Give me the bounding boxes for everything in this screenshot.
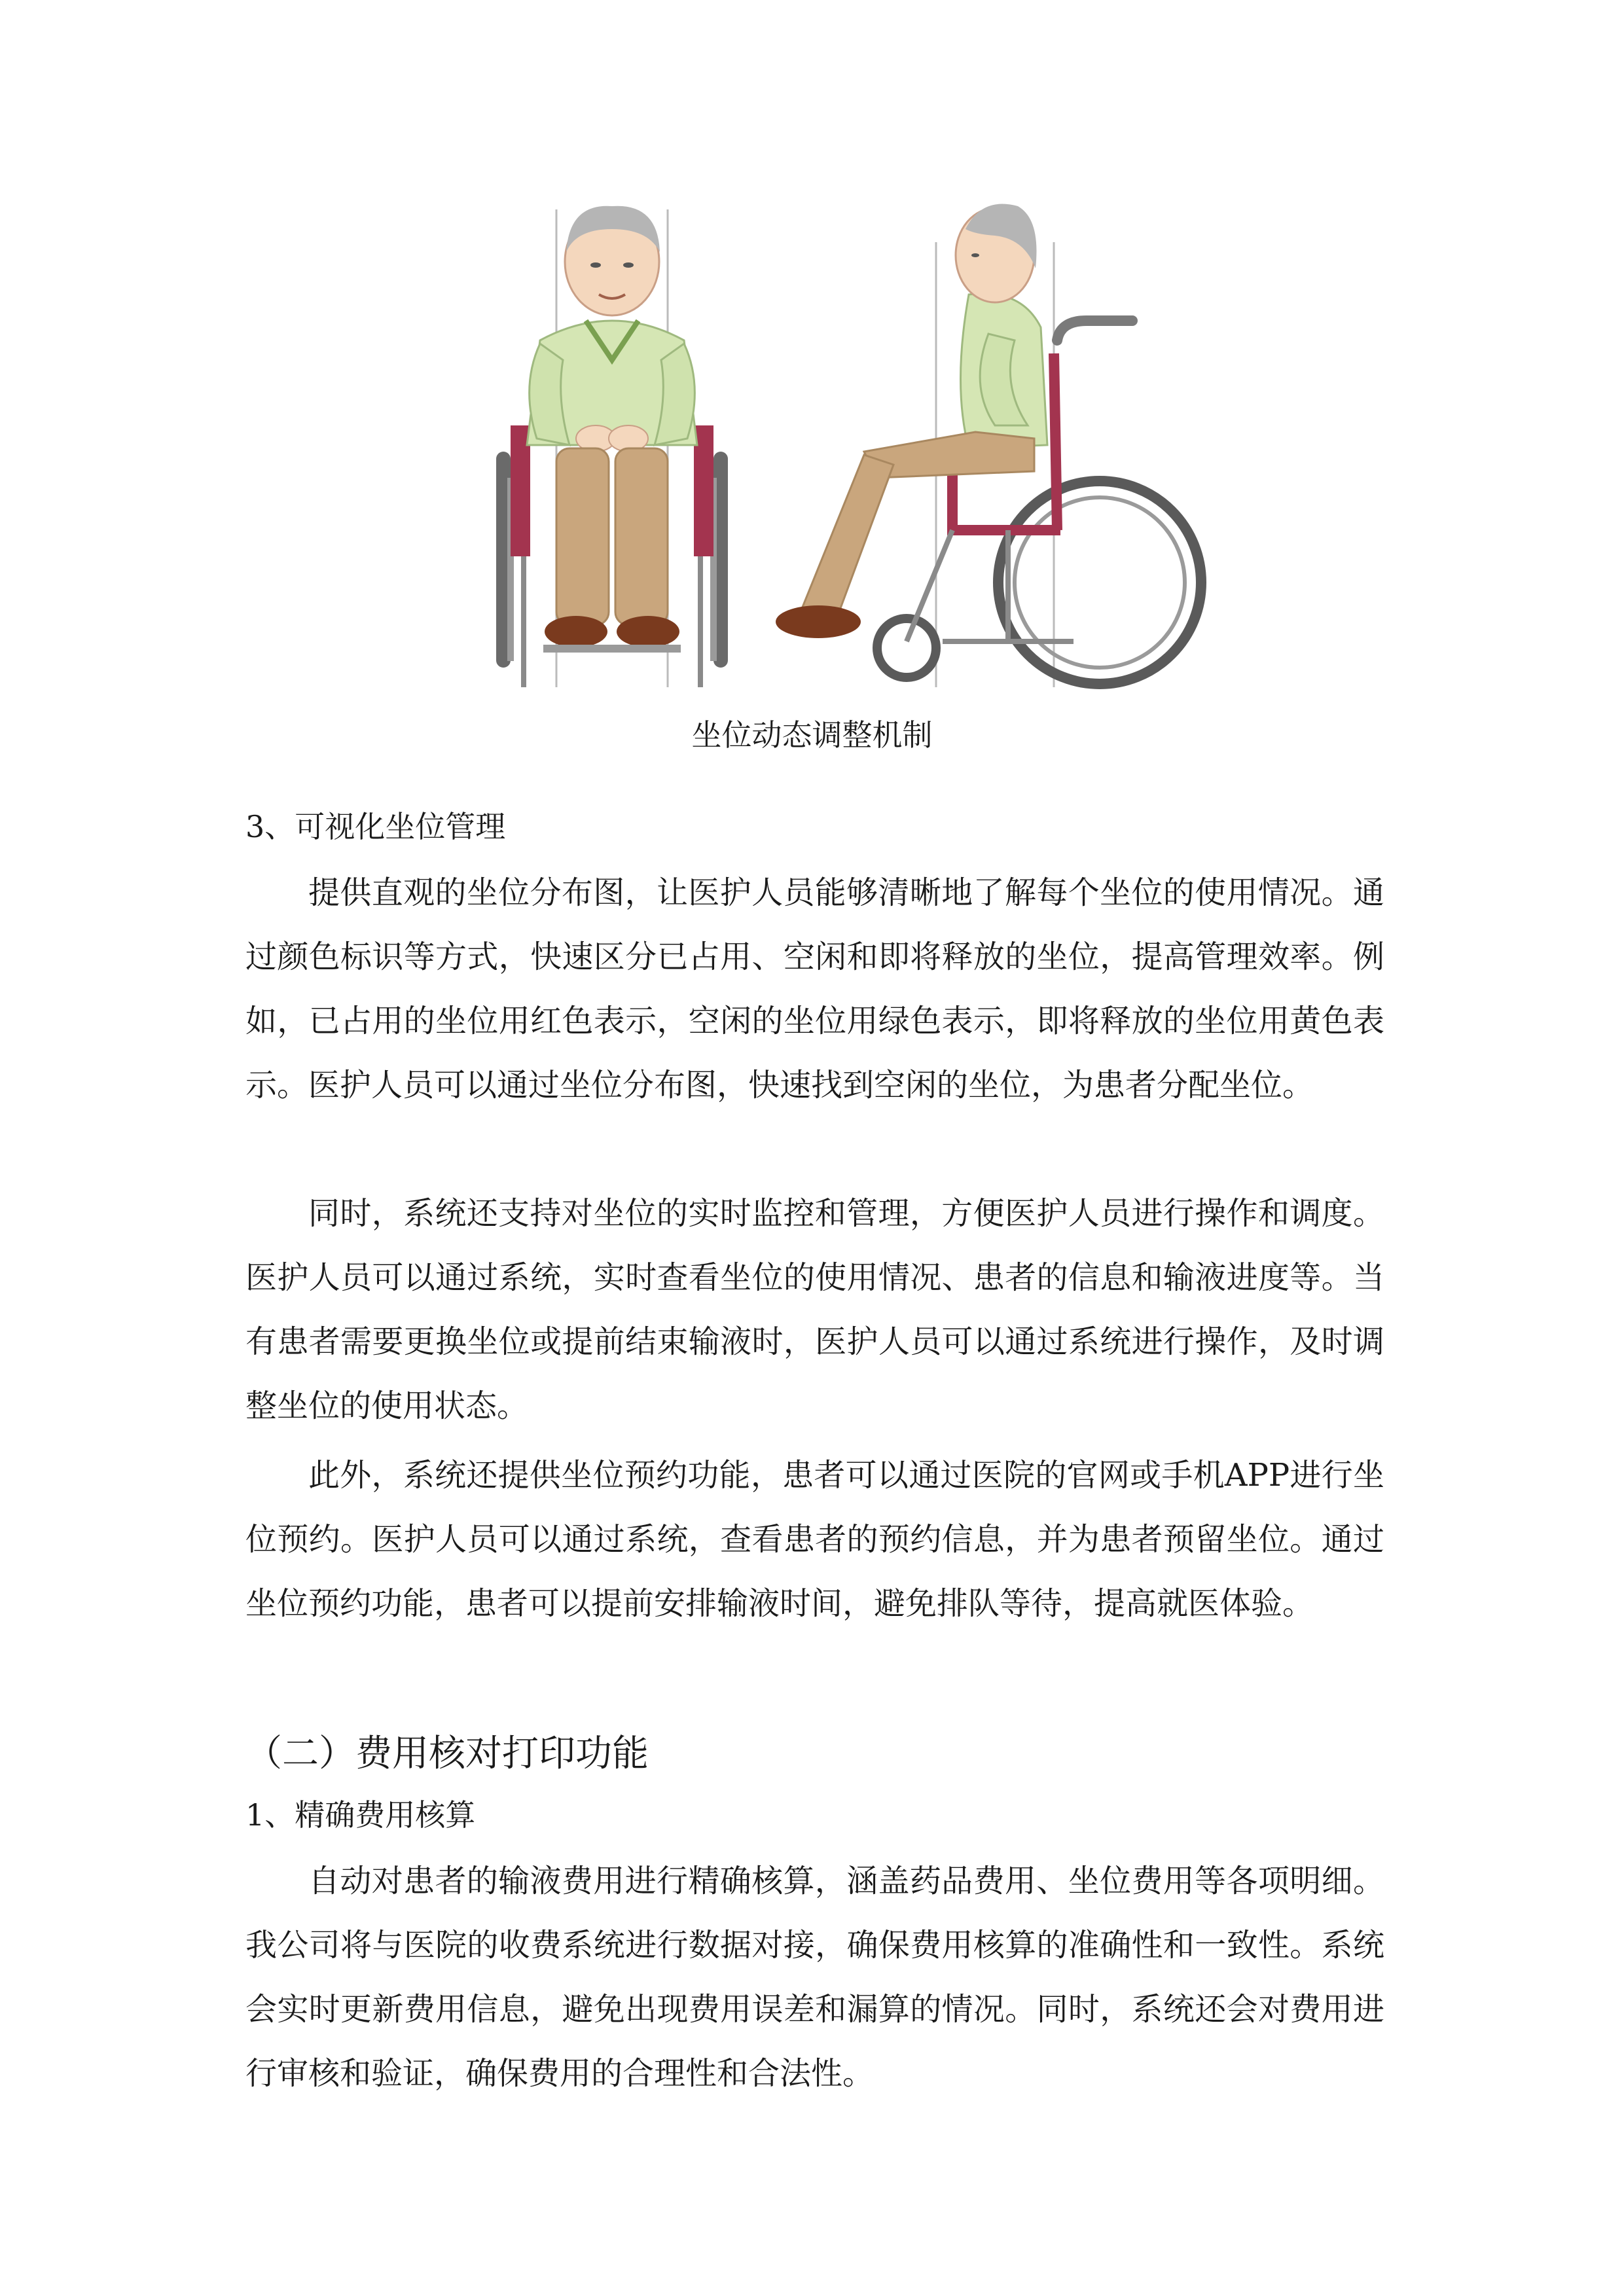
paragraph-visual-3: 此外，系统还提供坐位预约功能，患者可以通过医院的官网或手机APP进行坐位预约。医护人员可以通过系统，查看患者的预约信息，并为患者预留坐位。通过坐位预约功能，患者可以提前安排输液时间，避免排队等待，提高就医体验。 xyxy=(245,1457,1384,1622)
front-view-figure xyxy=(496,206,728,687)
paragraph-fee-1: 自动对患者的输液费用进行精确核算，涵盖药品费用、坐位费用等各项明细。我公司将与医院的收费系统进行数据对接，确保费用核算的准确性和一致性。系统会实时更新费用信息，避免出现费用误差和漏算的情况。同时，系统还会对费用进行审核和验证，确保费用的合理性和合法性。 xyxy=(245,1863,1384,2092)
figure-caption: 坐位动态调整机制 xyxy=(691,717,933,753)
section-heading-fee: （二）费用核对打印功能 xyxy=(245,1732,649,1775)
subsection-heading-fee: 1、精确费用核算 xyxy=(245,1797,476,1833)
subsection-heading-visual: 3、可视化坐位管理 xyxy=(245,809,506,844)
paragraph-visual-1: 提供直观的坐位分布图，让医护人员能够清晰地了解每个坐位的使用情况。通过颜色标识等方式，快速区分已占用、空闲和即将释放的坐位，提高管理效率。例如，已占用的坐位用红色表示，空闲的坐位用绿色表示，即将释放的坐位用黄色表示。医护人员可以通过坐位分布图，快速找到空闲的坐位，为患者分配坐位。 xyxy=(245,874,1384,1103)
side-view-figure xyxy=(776,204,1201,687)
paragraph-visual-2: 同时，系统还支持对坐位的实时监控和管理，方便医护人员进行操作和调度。医护人员可以通过系统，实时查看坐位的使用情况、患者的信息和输液进度等。当有患者需要更换坐位或提前结束输液时，医护人员可以通过系统进行操作，及时调整坐位的使用状态。 xyxy=(245,1195,1384,1424)
wheelchair-illustration xyxy=(471,190,1211,707)
